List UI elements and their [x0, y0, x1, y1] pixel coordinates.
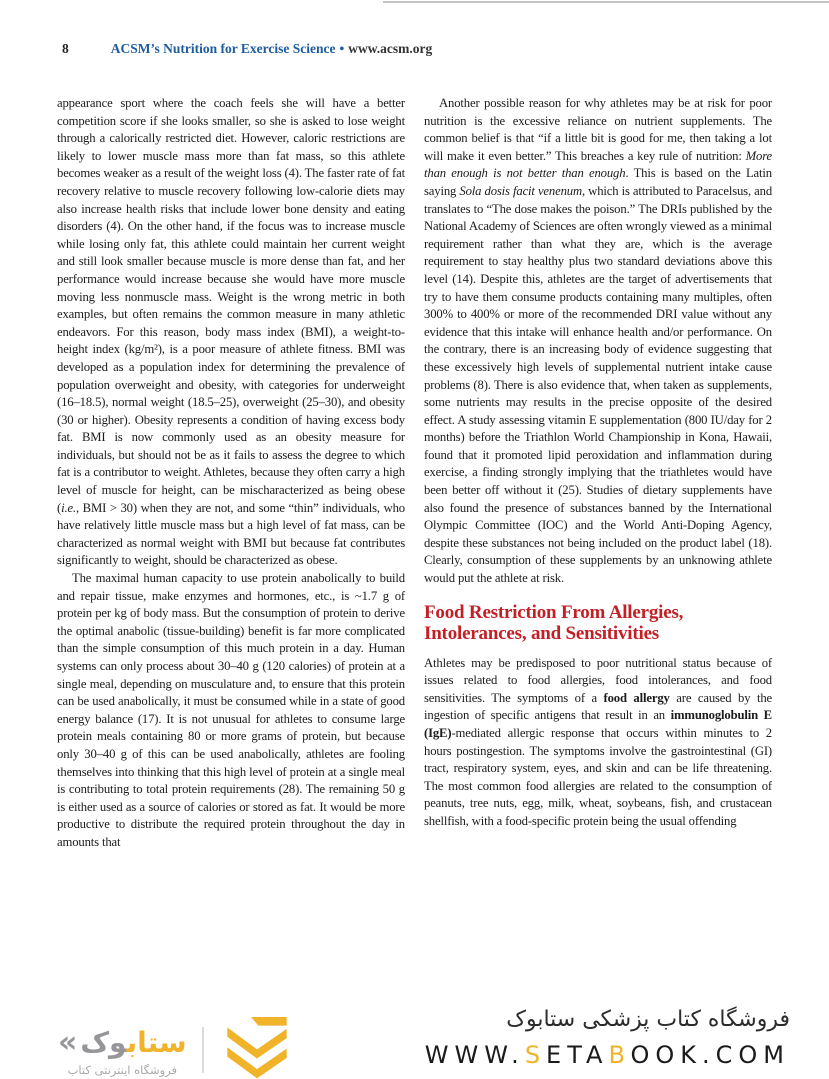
logo-wordmark: ستابوک — [80, 1026, 187, 1059]
title-separator: • — [339, 41, 345, 56]
page-number: 8 — [62, 41, 69, 56]
acsm-website-url: www.acsm.org — [348, 41, 433, 56]
left-column — [57, 95, 405, 852]
logo-text-block — [58, 1025, 187, 1079]
setabook-emblem-icon — [219, 1017, 295, 1079]
paragraph: The maximal human capacity to use protein anabolically to build and repair tissue, make enzymes and hormones, etc., is ~1.7 g of protein per kg of body mass. But the consumption of protein to derive the optimal anabolic (tissue-building) benefit is far more complicated than the simple consumption of this much protein in a day. Human systems can only process about 30–40 g (120 calories) of protein at a single meal, depending on musculature and, to ensure that this protein can be used anabolically, it must be consumed while in a state of good energy balance (17). It is not unusual for athletes to consume large protein meals containing 80 or more grams of protein, but because only 30–40 g of this can be used anabolically, athletes are fooling themselves into thinking that this high level of protein at a single meal is contributing to total protein requirements (28). The remaining 50 g is either used as a source of calories or stored as fat. It would be more productive to distribute the required protein throughout the day in amounts that — [57, 571, 405, 849]
scan-artifact-line — [383, 1, 829, 3]
paragraph: Another possible reason for why athletes may be at risk for poor nutrition is the excessive reliance on nutrient supplements. The common belief is that “if a little bit is good for me, then taking a lot will make it even better.” This breaches a key rule of nutrition: More than enough is not better than enough. This is based on the Latin saying Sola dosis facit venenum, which is attributed to Paracelsus, and translates to “The dose makes the poison.” The DRIs published by the National Academy of Sciences are often wrongly viewed as a minimal requirement rather than what they are, which is the average requirement to stay healthy plus two standard deviations above this level (14). Despite this, athletes are the target of advertisements that try to have them consume products containing many multiples, often 300% to 400% or more of the recommended DRI value without any evidence that this intake will enhance health and/or performance. On the contrary, there is an increasing body of evidence suggesting that these excessively high levels of supplemental nutrient intake cause problems (8). There is also evidence that, when taken as supplements, some nutrients may results in the precise opposite of the desired effect. A study assessing vitamin E supplementation (800 IU/day for 2 months) before the Triathlon World Championship in Kona, Hawaii, found that it promoted lipid peroxidation and inflammation during exercise, a finding strongly implying that the triathletes would have been better off without it (25). Studies of dietary supplements have also found the presence of substances banned by the International Olympic Committee (IOC) and the World Anti-Doping Agency, despite these substances not being included on the product label (18). Clearly, consumption of these supplements by an unknowing athlete would put the athlete at risk. — [424, 96, 773, 586]
right-column — [424, 95, 772, 852]
setabook-url: WWW.SETABOOK.COM — [424, 1041, 790, 1069]
section-heading: Food Restriction From Allergies, Intolerances, and Sensitivities — [424, 601, 684, 645]
logo-divider — [202, 1027, 204, 1073]
logo-chevrons-icon: « — [58, 1025, 78, 1060]
page-header — [62, 41, 432, 57]
store-name: فروشگاه کتاب پزشکی ستابوک — [506, 1007, 790, 1032]
paragraph: appearance sport where the coach feels she will have a better competition score if she looks smaller, so she is asked to lose weight through a calorically restricted diet. However, caloric restrictions are likely to lower muscle mass more than fat mass, so this athlete becomes weaker as a result of the weight loss (4). The faster rate of fat recovery relative to muscle recovery following low-calorie diets may also increase health risks that include lower bone density and eating disorders (4). On the other hand, if the focus was to increase muscle while losing only fat, this athlete could maintain her current weight and still look smaller because muscle is more dense than fat, and her performance would increase because she would have more muscle moving less nonmuscle mass. Weight is the wrong metric in both examples, but often remains the common measure in many athletic endeavors. For this reason, body mass index (BMI), a weight-to-height index (kg/m²), is a poor measure of athlete fitness. BMI was developed as a population index for determining the prevalence of population overweight and obesity, with categories for underweight (16–18.5), normal weight (18.5–25), overweight (25–30), and obesity (30 or higher). Obesity represents a condition of having excess body fat. BMI is now commonly used as an obesity measure for individuals, but should not be as it fails to assess the degree to which fat is a contributor to weight. Athletes, because they often carry a high level of muscle for height, can be mischaracterized as being obese (i.e., BMI > 30) when they are not, and some “thin” individuals, who have relatively little muscle mass but a high level of fat mass, can be characterized as normal weight with BMI but because fat contributes significantly to weight, should be characterized as obese. — [57, 96, 405, 568]
paragraph: Athletes may be predisposed to poor nutritional status because of issues related to food allergies, food intolerances, and food sensitivities. The symptoms of a food allergy are caused by the ingestion of specific antigens that result in an immunoglobulin E (IgE)-mediated allergic response that occurs within minutes to 2 hours postingestion. The symptoms involve the gastrointestinal (GI) tract, respiratory system, eyes, and skin and can be life threatening. The most common food allergies are related to the consumption of peanuts, tree nuts, egg, milk, wheat, soybeans, fish, and crustacean shellfish, with a food-specific protein being the usual offending — [424, 655, 773, 828]
footer-store-info — [425, 1007, 790, 1069]
logo-tagline: فروشگاه اینترنتی کتاب — [67, 1063, 178, 1077]
two-column-text-area — [57, 95, 772, 852]
setabook-logo — [58, 1017, 295, 1079]
book-title: ACSM’s Nutrition for Exercise Science — [110, 41, 336, 56]
logo-row — [58, 1025, 187, 1060]
